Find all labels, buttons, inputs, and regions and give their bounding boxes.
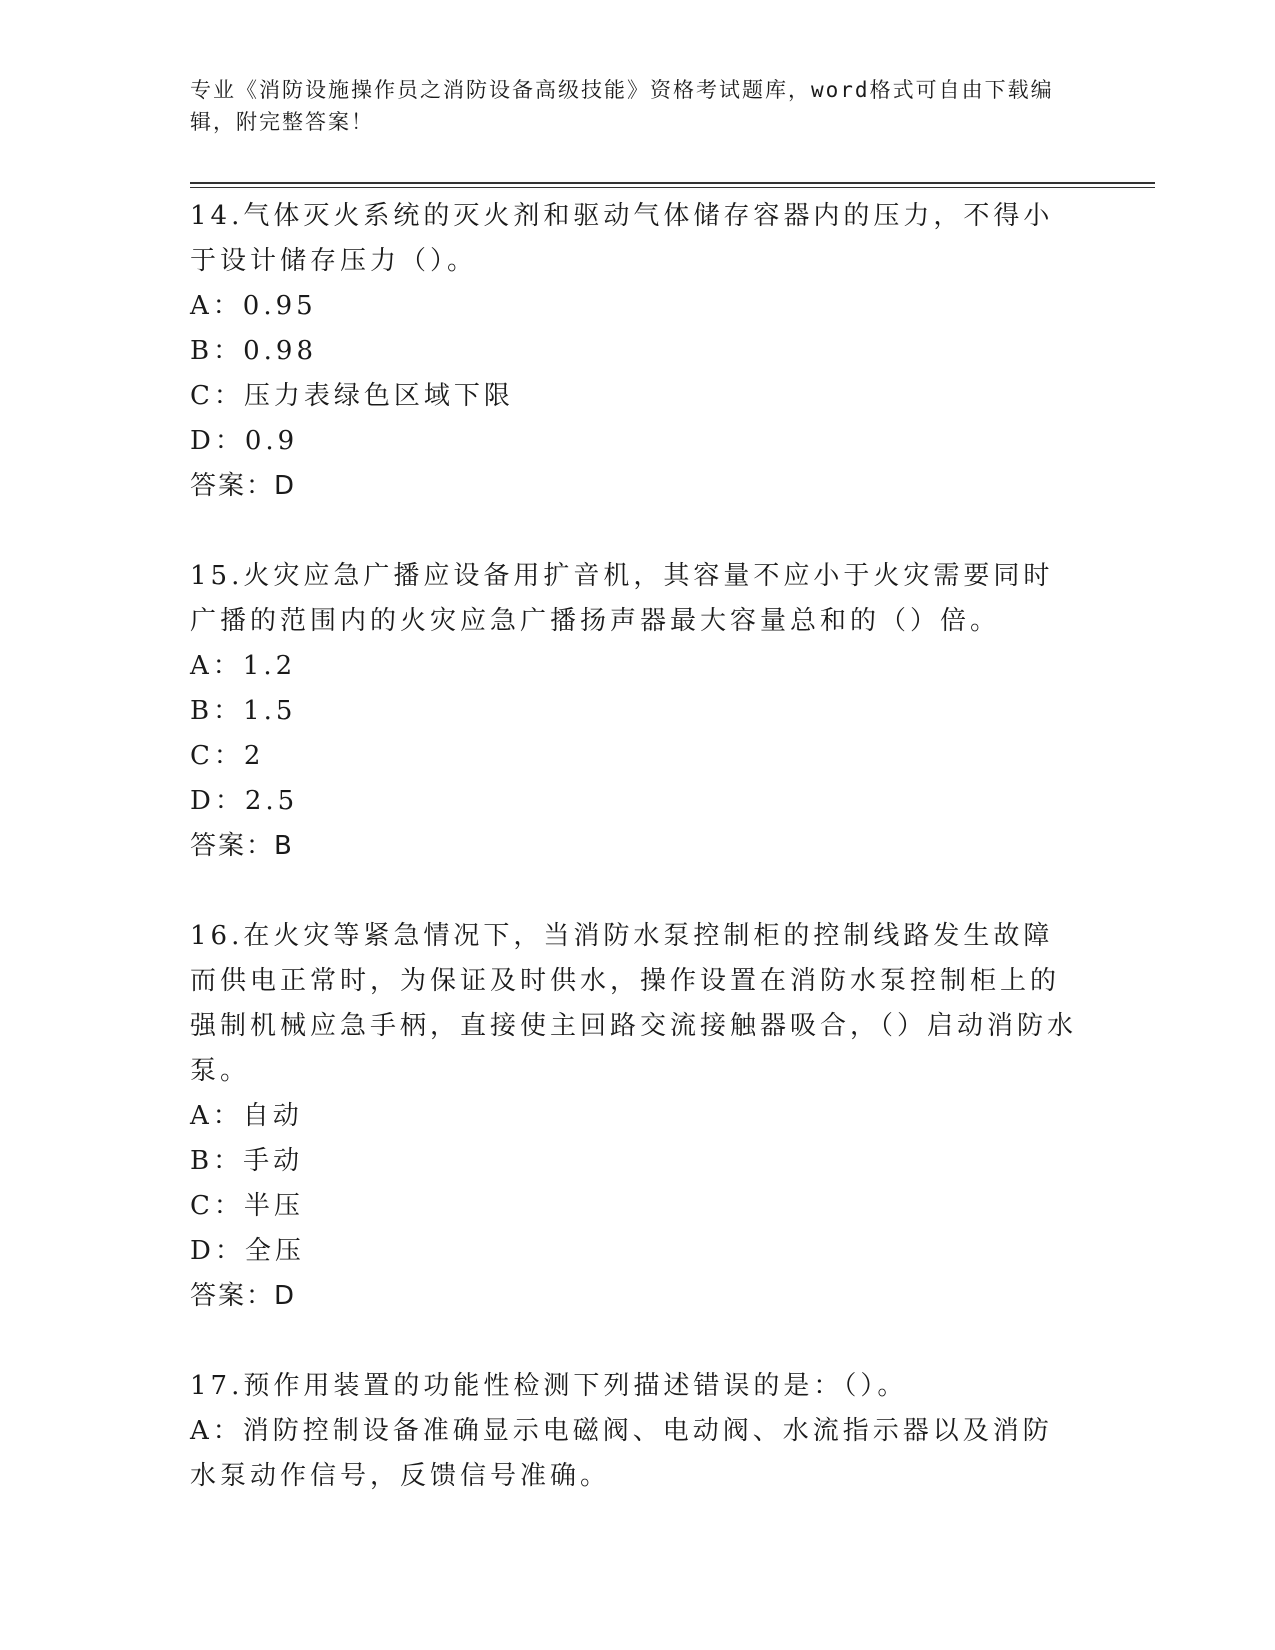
question-text: 16.在火灾等紧急情况下，当消防水泵控制柜的控制线路发生故障而供电正常时，为保证及时供水，操作设置在消防水泵控制柜上的强制机械应急手柄，直接使主回路交流接触器吸合，（）启动消防水泵。: [190, 921, 1078, 1086]
answer-line: 答案：B: [190, 831, 294, 861]
option-a: A：自动: [190, 1101, 303, 1131]
option-a: A：消防控制设备准确显示电磁阀、电动阀、水流指示器以及消防水泵动作信号，反馈信号准确。: [190, 1416, 1053, 1491]
option-d: D：0.9: [190, 426, 299, 456]
question-text: 15.火灾应急广播应设备用扩音机，其容量不应小于火灾需要同时广播的范围内的火灾应急广播扬声器最大容量总和的（）倍。: [190, 561, 1054, 636]
answer-line: 答案：D: [190, 1281, 297, 1311]
option-b: B：0.98: [190, 336, 317, 366]
document-page: [190, 74, 1155, 1499]
option-b: B：手动: [190, 1146, 304, 1176]
option-c: C：半压: [190, 1191, 304, 1221]
answer-line: 答案：D: [190, 471, 297, 501]
question-16: [190, 914, 1080, 1319]
option-c: C：2: [190, 741, 265, 771]
option-d: D：2.5: [190, 786, 299, 816]
option-b: B：1.5: [190, 696, 297, 726]
question-15: [190, 554, 1080, 869]
option-d: D：全压: [190, 1236, 305, 1266]
question-14: [190, 194, 1080, 509]
question-text: 14.气体灭火系统的灭火剂和驱动气体储存容器内的压力，不得小于设计储存压力（）。: [190, 201, 1054, 276]
document-header: 专业《消防设施操作员之消防设备高级技能》资格考试题库，word格式可自由下载编辑，附完整答案！: [190, 78, 1054, 134]
header-divider: [190, 182, 1155, 188]
option-a: A：1.2: [190, 651, 297, 681]
question-text: 17.预作用装置的功能性检测下列描述错误的是：（）。: [190, 1371, 908, 1401]
option-a: A：0.95: [190, 291, 317, 321]
option-c: C：压力表绿色区域下限: [190, 381, 514, 411]
question-17: [190, 1364, 1080, 1499]
